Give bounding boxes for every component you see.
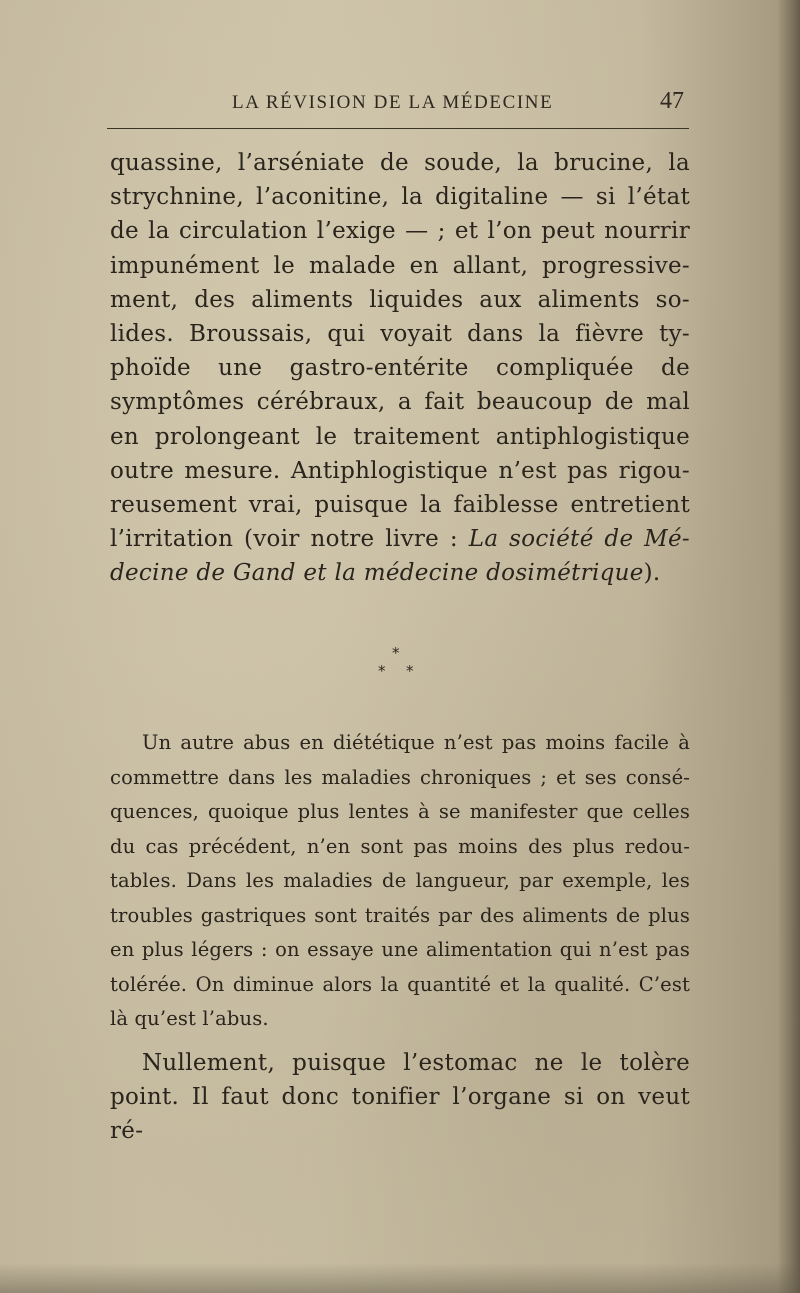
paragraph-3-text: Nullement, puisque l’estomac ne le tolère point. Il faut donc tonifier l’organe si on veut ré- bbox=[110, 1050, 690, 1144]
asterism-divider bbox=[360, 644, 440, 690]
paragraph-3 bbox=[110, 1046, 690, 1148]
paragraph-1-text: quassine, l’arséniate de soude, la brucine, la strychnine, l’aconitine, la digitaline — si l’état de la circulation l’exige — ; et l’on peut nourrir impunément le malade en allant, progressive-ment, des aliments liquides aux aliments so-lides. Broussais, qui voyait dans la fièvre ty-phoïde une gastro-entérite compliquée de symptômes cérébraux, a fait beaucoup de mal en prolongeant le traitement antiphlogistique outre mesure. Antiphlogistique n’est pas rigou-reusement vrai, puisque la faiblesse entretient l’irritation (voir notre livre : bbox=[110, 150, 690, 553]
asterism-star-top: * bbox=[392, 644, 400, 662]
page-edge-shadow bbox=[778, 0, 800, 1293]
page-header bbox=[110, 88, 688, 118]
paragraph-1-closing: ). bbox=[643, 560, 661, 587]
book-title: La société de Mé-decine de Gand et la médecine dosimétrique bbox=[110, 526, 690, 587]
asterism-star-left: * bbox=[378, 662, 386, 680]
running-title: LA RÉVISION DE LA MÉDECINE bbox=[232, 92, 554, 113]
page-bottom-shadow bbox=[0, 1263, 800, 1293]
header-rule bbox=[107, 128, 689, 129]
page-number: 47 bbox=[660, 88, 684, 114]
asterism-star-right: * bbox=[406, 662, 414, 680]
paragraph-2-text: Un autre abus en diététique n’est pas moins facile à commettre dans les maladies chroniques ; et ses consé-quences, quoique plus lentes à se manifester que celles du cas précédent, n’en sont pas moins des plus redou-tables. Dans les maladies de langueur, par exemple, les troubles gastriques sont traités par des aliments de plus en plus légers : on essaye une alimentation qui n’est pas tolérée. On diminue alors la quantité et la qualité. C’est là qu’est l’abus. bbox=[110, 731, 690, 1030]
paragraph-1 bbox=[110, 146, 690, 591]
paragraph-2 bbox=[110, 726, 690, 1037]
